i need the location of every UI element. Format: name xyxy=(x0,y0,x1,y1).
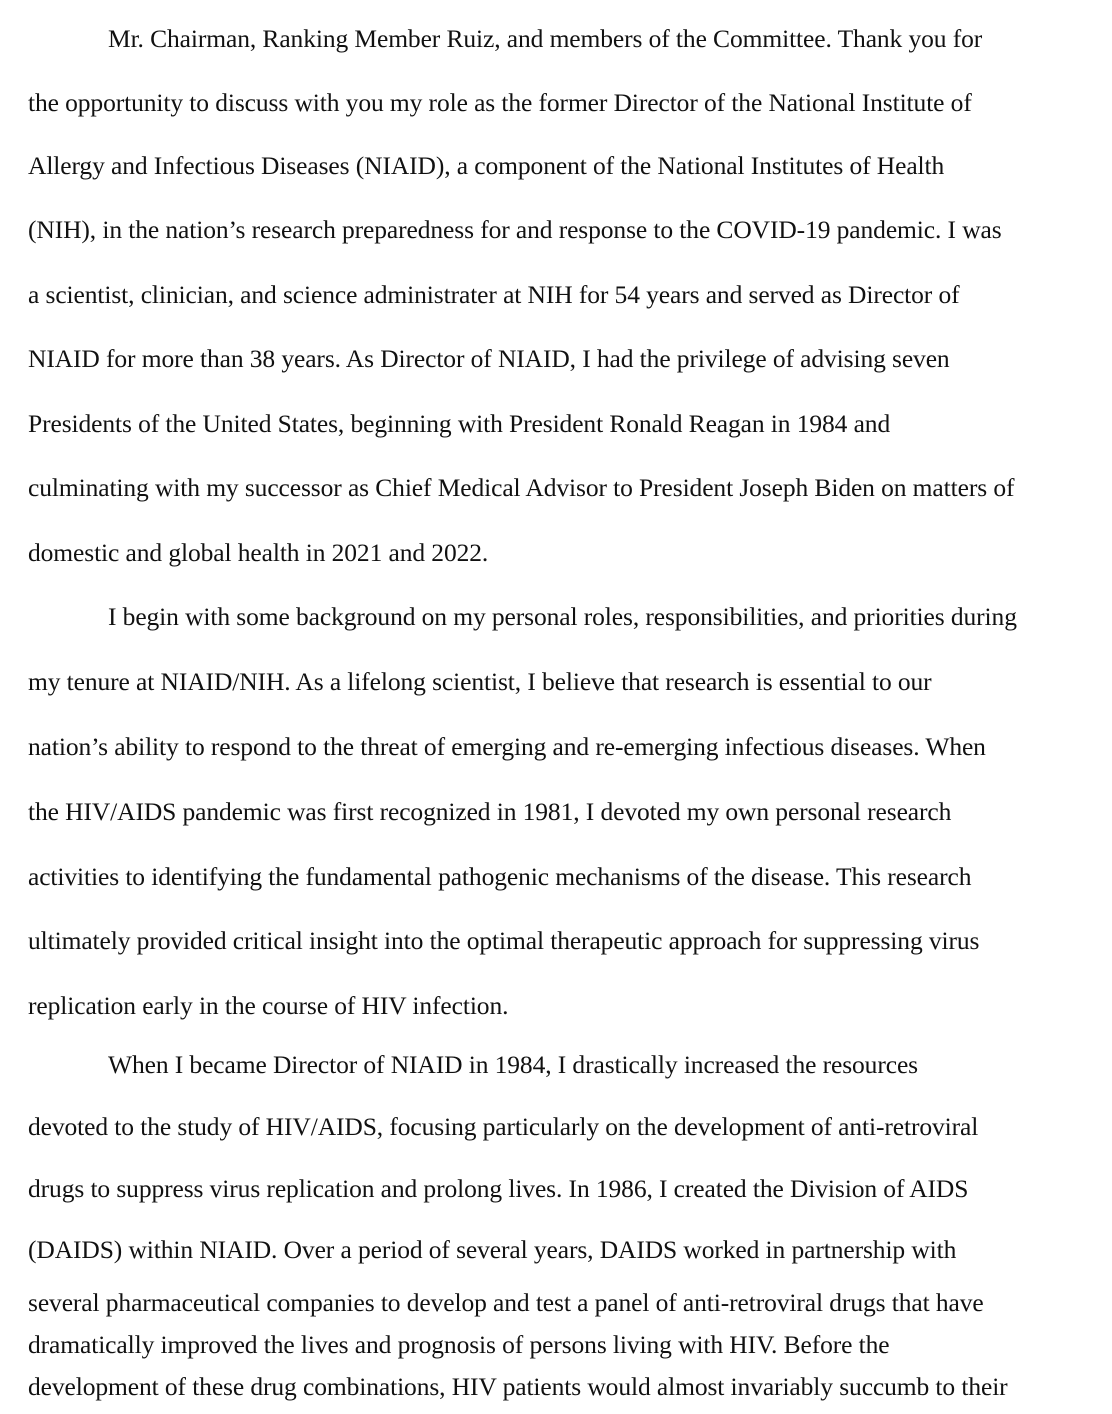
text-line: activities to identifying the fundamental pathogenic mechanisms of the disease. This research xyxy=(28,862,972,891)
text-line: ultimately provided critical insight into the optimal therapeutic approach for suppressing virus xyxy=(28,926,980,955)
text-line: dramatically improved the lives and prognosis of persons living with HIV. Before the xyxy=(28,1330,890,1359)
text-line: development of these drug combinations, HIV patients would almost invariably succumb to their xyxy=(28,1372,1008,1401)
text-line: Allergy and Infectious Diseases (NIAID), a component of the National Institutes of Health xyxy=(28,151,945,180)
text-line: NIAID for more than 38 years. As Director of NIAID, I had the privilege of advising seven xyxy=(28,344,950,373)
text-line: my tenure at NIAID/NIH. As a lifelong scientist, I believe that research is essential to our xyxy=(28,667,932,696)
text-line: When I became Director of NIAID in 1984, I drastically increased the resources xyxy=(108,1050,918,1079)
text-line: a scientist, clinician, and science administrater at NIH for 54 years and served as Director of xyxy=(28,280,960,309)
text-line: nation’s ability to respond to the threat of emerging and re-emerging infectious diseases. When xyxy=(28,732,986,761)
text-line: replication early in the course of HIV infection. xyxy=(28,991,509,1020)
text-line: devoted to the study of HIV/AIDS, focusing particularly on the development of anti-retroviral xyxy=(28,1112,979,1141)
text-line: drugs to suppress virus replication and prolong lives. In 1986, I created the Division of AIDS xyxy=(28,1174,969,1203)
text-line: (NIH), in the nation’s research preparedness for and response to the COVID-19 pandemic. I was xyxy=(28,215,1002,244)
text-line: culminating with my successor as Chief Medical Advisor to President Joseph Biden on matters of xyxy=(28,473,1015,502)
text-line: Presidents of the United States, beginning with President Ronald Reagan in 1984 and xyxy=(28,409,891,438)
text-line: Mr. Chairman, Ranking Member Ruiz, and members of the Committee. Thank you for xyxy=(108,24,983,53)
text-line: I begin with some background on my personal roles, responsibilities, and priorities during xyxy=(108,602,1017,631)
text-line: several pharmaceutical companies to develop and test a panel of anti-retroviral drugs that have xyxy=(28,1288,984,1317)
text-line: the opportunity to discuss with you my role as the former Director of the National Institute of xyxy=(28,88,972,117)
text-line: the HIV/AIDS pandemic was first recognized in 1981, I devoted my own personal research xyxy=(28,797,952,826)
text-line: domestic and global health in 2021 and 2022. xyxy=(28,538,489,567)
text-line: (DAIDS) within NIAID. Over a period of several years, DAIDS worked in partnership with xyxy=(28,1235,957,1264)
